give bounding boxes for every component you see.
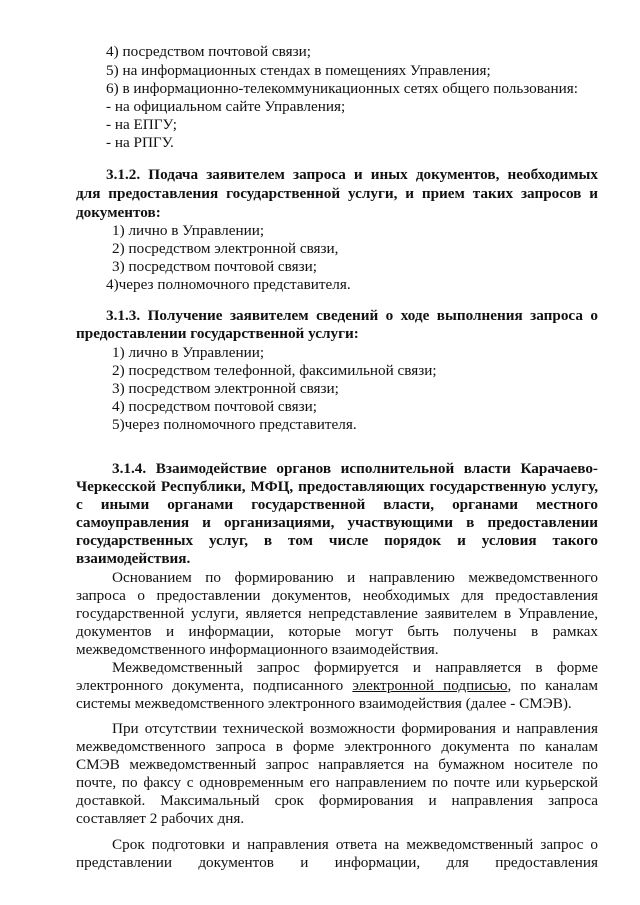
section-heading: 3.1.4. Взаимодействие органов исполнительной власти Карачаево-	[112, 460, 598, 477]
paragraph-line: представлении документов и информации, для предоставления	[76, 854, 598, 871]
section-heading: самоуправления и организациями, участвующими в предоставлении	[76, 514, 598, 531]
section-heading: документов:	[76, 204, 161, 221]
underlined-term: электронной подписью	[352, 677, 508, 694]
paragraph-line: СМЭВ межведомственный запрос направляется на бумажном носителе по	[76, 756, 598, 773]
section-heading: для предоставления государственной услуги, и прием таких запросов и	[76, 185, 598, 202]
section-heading: 3.1.3. Получение заявителем сведений о ходе выполнения запроса о	[106, 307, 598, 324]
section-heading: государственных услуг, в том числе порядок и условия такого	[76, 532, 598, 549]
list-item: 4)через полномочного представителя.	[106, 276, 351, 293]
section-heading: 3.1.2. Подача заявителем запроса и иных документов, необходимых	[106, 166, 598, 183]
section-heading: Черкесской Республики, МФЦ, предоставляющих государственную услугу,	[76, 478, 598, 495]
paragraph-line: межведомственного информационного взаимодействия.	[76, 641, 439, 658]
paragraph-line: государственной услуги, является непредставление заявителем в Управление,	[76, 605, 598, 622]
section-heading: с иными органами государственной власти, органами местного	[76, 496, 598, 513]
list-item: 5) на информационных стендах в помещениях Управления;	[106, 62, 491, 79]
list-item: 4) посредством почтовой связи;	[112, 398, 317, 415]
paragraph-line: При отсутствии технической возможности формирования и направления	[112, 720, 598, 737]
paragraph-line: межведомственного запроса в форме электронного документа по каналам	[76, 738, 598, 755]
paragraph-line	[76, 677, 598, 695]
paragraph-line: Срок подготовки и направления ответа на межведомственный запрос о	[112, 836, 598, 853]
list-item: 3) посредством электронной связи;	[112, 380, 339, 397]
list-item: - на ЕПГУ;	[106, 116, 177, 133]
paragraph-line: системы межведомственного электронного взаимодействия (далее - СМЭВ).	[76, 695, 572, 712]
list-item: 1) лично в Управлении;	[112, 344, 265, 361]
paragraph-line: доставкой. Максимальный срок формирования и направления запроса	[76, 792, 598, 809]
section-heading: предоставлении государственной услуги:	[76, 325, 359, 342]
list-item: 2) посредством телефонной, факсимильной связи;	[112, 362, 437, 379]
paragraph-line: документов и информации, которые могут быть получены в рамках	[76, 623, 598, 640]
paragraph-text: , по каналам	[507, 677, 598, 694]
paragraph-line: почте, по факсу с одновременным его направлением по почте или курьерской	[76, 774, 598, 791]
paragraph-line: составляет 2 рабочих дня.	[76, 810, 245, 827]
paragraph-line: запроса о предоставлении документов, необходимых для предоставления	[76, 587, 598, 604]
list-item: 4) посредством почтовой связи;	[106, 43, 311, 60]
list-item: 1) лично в Управлении;	[112, 222, 265, 239]
list-item: 2) посредством электронной связи,	[112, 240, 339, 257]
list-item: - на официальном сайте Управления;	[106, 98, 346, 115]
paragraph-line: Основанием по формированию и направлению межведомственного	[112, 569, 598, 586]
list-item: 6) в информационно-телекоммуникационных сетях общего пользования:	[106, 80, 578, 97]
section-heading: взаимодействия.	[76, 550, 191, 567]
list-item: 3) посредством почтовой связи;	[112, 258, 317, 275]
paragraph-line: Межведомственный запрос формируется и направляется в форме	[112, 659, 598, 676]
list-item: 5)через полномочного представителя.	[112, 416, 357, 433]
list-item: - на РПГУ.	[106, 134, 174, 151]
paragraph-text: электронного документа, подписанного	[76, 677, 353, 694]
